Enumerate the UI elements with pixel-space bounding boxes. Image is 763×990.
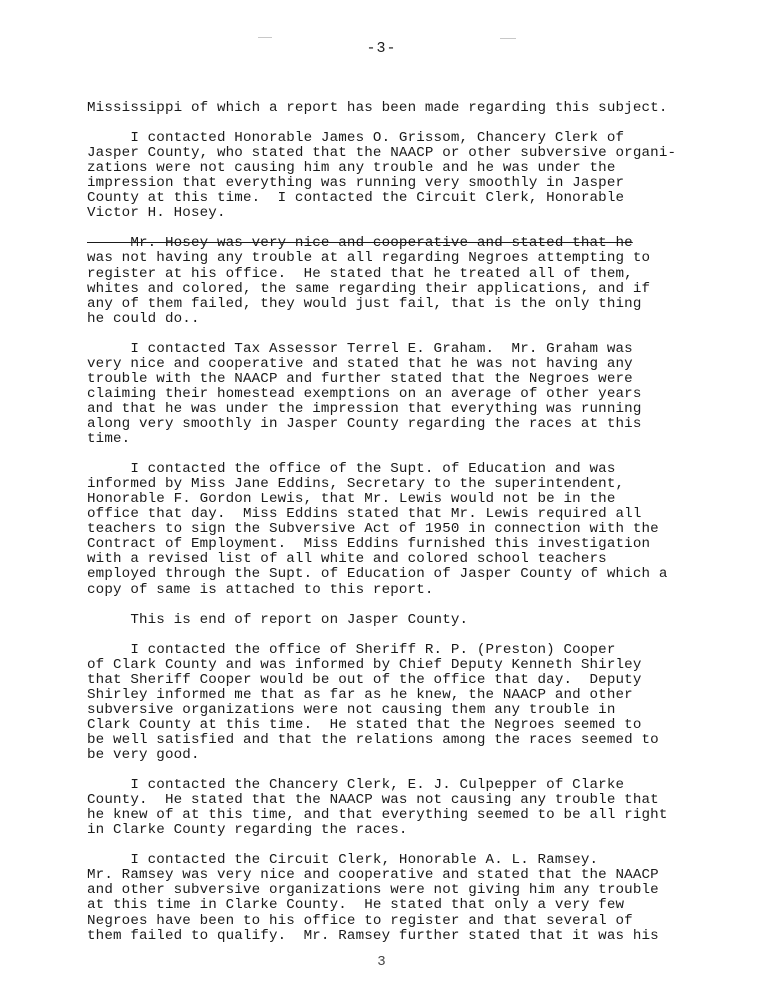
text-line: of Clark County and was informed by Chief Deputy Kenneth Shirley	[87, 656, 642, 673]
text-line: them failed to qualify. Mr. Ramsey further stated that it was his	[87, 927, 659, 944]
text-line: Mr. Hosey was very nice and cooperative and stated that he	[87, 235, 633, 252]
paragraph	[87, 101, 717, 116]
text-line: Shirley informed me that as far as he knew, the NAACP and other	[87, 686, 633, 703]
text-line: Honorable F. Gordon Lewis, that Mr. Lewis would not be in the	[87, 491, 616, 508]
text-line: register at his office. He stated that he treated all of them,	[87, 265, 633, 282]
paragraph	[87, 778, 717, 838]
text-line: trouble with the NAACP and further stated that the Negroes were	[87, 370, 633, 387]
text-line: County. He stated that the NAACP was not causing any trouble that	[87, 792, 659, 809]
text-line: time.	[87, 431, 131, 448]
text-line: with a revised list of all white and colored school teachers	[87, 551, 607, 568]
text-line: along very smoothly in Jasper County regarding the races at this	[87, 415, 642, 432]
text-line: and that he was under the impression that everything was running	[87, 400, 642, 417]
paragraph	[87, 643, 717, 763]
text-line: whites and colored, the same regarding their applications, and if	[87, 280, 651, 297]
scan-mark	[500, 38, 516, 39]
handwritten-page-mark: 3	[377, 954, 386, 970]
paragraph	[87, 236, 717, 326]
text-line: he knew of at this time, and that everything seemed to be all right	[87, 807, 668, 824]
text-line: I contacted the Chancery Clerk, E. J. Culpepper of Clarke	[87, 777, 625, 794]
text-line: any of them failed, they would just fail, that is the only thing	[87, 295, 642, 312]
text-line: Jasper County, who stated that the NAACP or other subversive organi-	[87, 145, 677, 162]
text-line: Contract of Employment. Miss Eddins furnished this investigation	[87, 536, 651, 553]
scan-mark	[258, 37, 272, 38]
document-body	[87, 101, 717, 944]
text-line: I contacted the office of Sheriff R. P. (Preston) Cooper	[87, 641, 616, 658]
text-line: Victor H. Hosey.	[87, 205, 226, 222]
text-line: zations were not causing him any trouble and he was under the	[87, 160, 616, 177]
page-number: -3-	[366, 40, 397, 57]
text-line: employed through the Supt. of Education of Jasper County of which a	[87, 566, 668, 583]
text-line: in Clarke County regarding the races.	[87, 822, 408, 839]
text-line: County at this time. I contacted the Circuit Clerk, Honorable	[87, 190, 625, 207]
paragraph	[87, 613, 717, 628]
text-line: I contacted the Circuit Clerk, Honorable A. L. Ramsey.	[87, 852, 599, 869]
text-line: he could do..	[87, 310, 200, 327]
text-line: I contacted Tax Assessor Terrel E. Graham. Mr. Graham was	[87, 340, 633, 357]
text-line: subversive organizations were not causing them any trouble in	[87, 701, 616, 718]
text-line: Clark County at this time. He stated that the Negroes seemed to	[87, 716, 642, 733]
text-line: This is end of report on Jasper County.	[87, 611, 469, 628]
text-line: be well satisfied and that the relations among the races seemed to	[87, 731, 659, 748]
text-line: claiming their homestead exemptions on an average of other years	[87, 385, 642, 402]
text-line: I contacted the office of the Supt. of Education and was	[87, 461, 616, 478]
text-line: teachers to sign the Subversive Act of 1950 in connection with the	[87, 521, 659, 538]
text-line: Negroes have been to his office to register and that several of	[87, 912, 633, 929]
text-line: impression that everything was running very smoothly in Jasper	[87, 175, 625, 192]
paragraph	[87, 853, 717, 943]
text-line: office that day. Miss Eddins stated that Mr. Lewis required all	[87, 506, 642, 523]
text-line: copy of same is attached to this report.	[87, 581, 434, 598]
text-line: I contacted Honorable James O. Grissom, Chancery Clerk of	[87, 130, 625, 147]
text-line: be very good.	[87, 747, 200, 764]
paragraph	[87, 131, 717, 221]
text-line: very nice and cooperative and stated that he was not having any	[87, 355, 633, 372]
text-line: that Sheriff Cooper would be out of the office that day. Deputy	[87, 671, 642, 688]
text-line: Mississippi of which a report has been made regarding this subject.	[87, 100, 668, 116]
paragraph	[87, 462, 717, 597]
paragraph	[87, 342, 717, 447]
text-line: Mr. Ramsey was very nice and cooperative and stated that the NAACP	[87, 867, 659, 884]
text-line: informed by Miss Jane Eddins, Secretary to the superintendent,	[87, 476, 625, 493]
text-line: was not having any trouble at all regarding Negroes attempting to	[87, 250, 651, 267]
text-line: and other subversive organizations were not giving him any trouble	[87, 882, 659, 899]
text-line: at this time in Clarke County. He stated that only a very few	[87, 897, 625, 914]
